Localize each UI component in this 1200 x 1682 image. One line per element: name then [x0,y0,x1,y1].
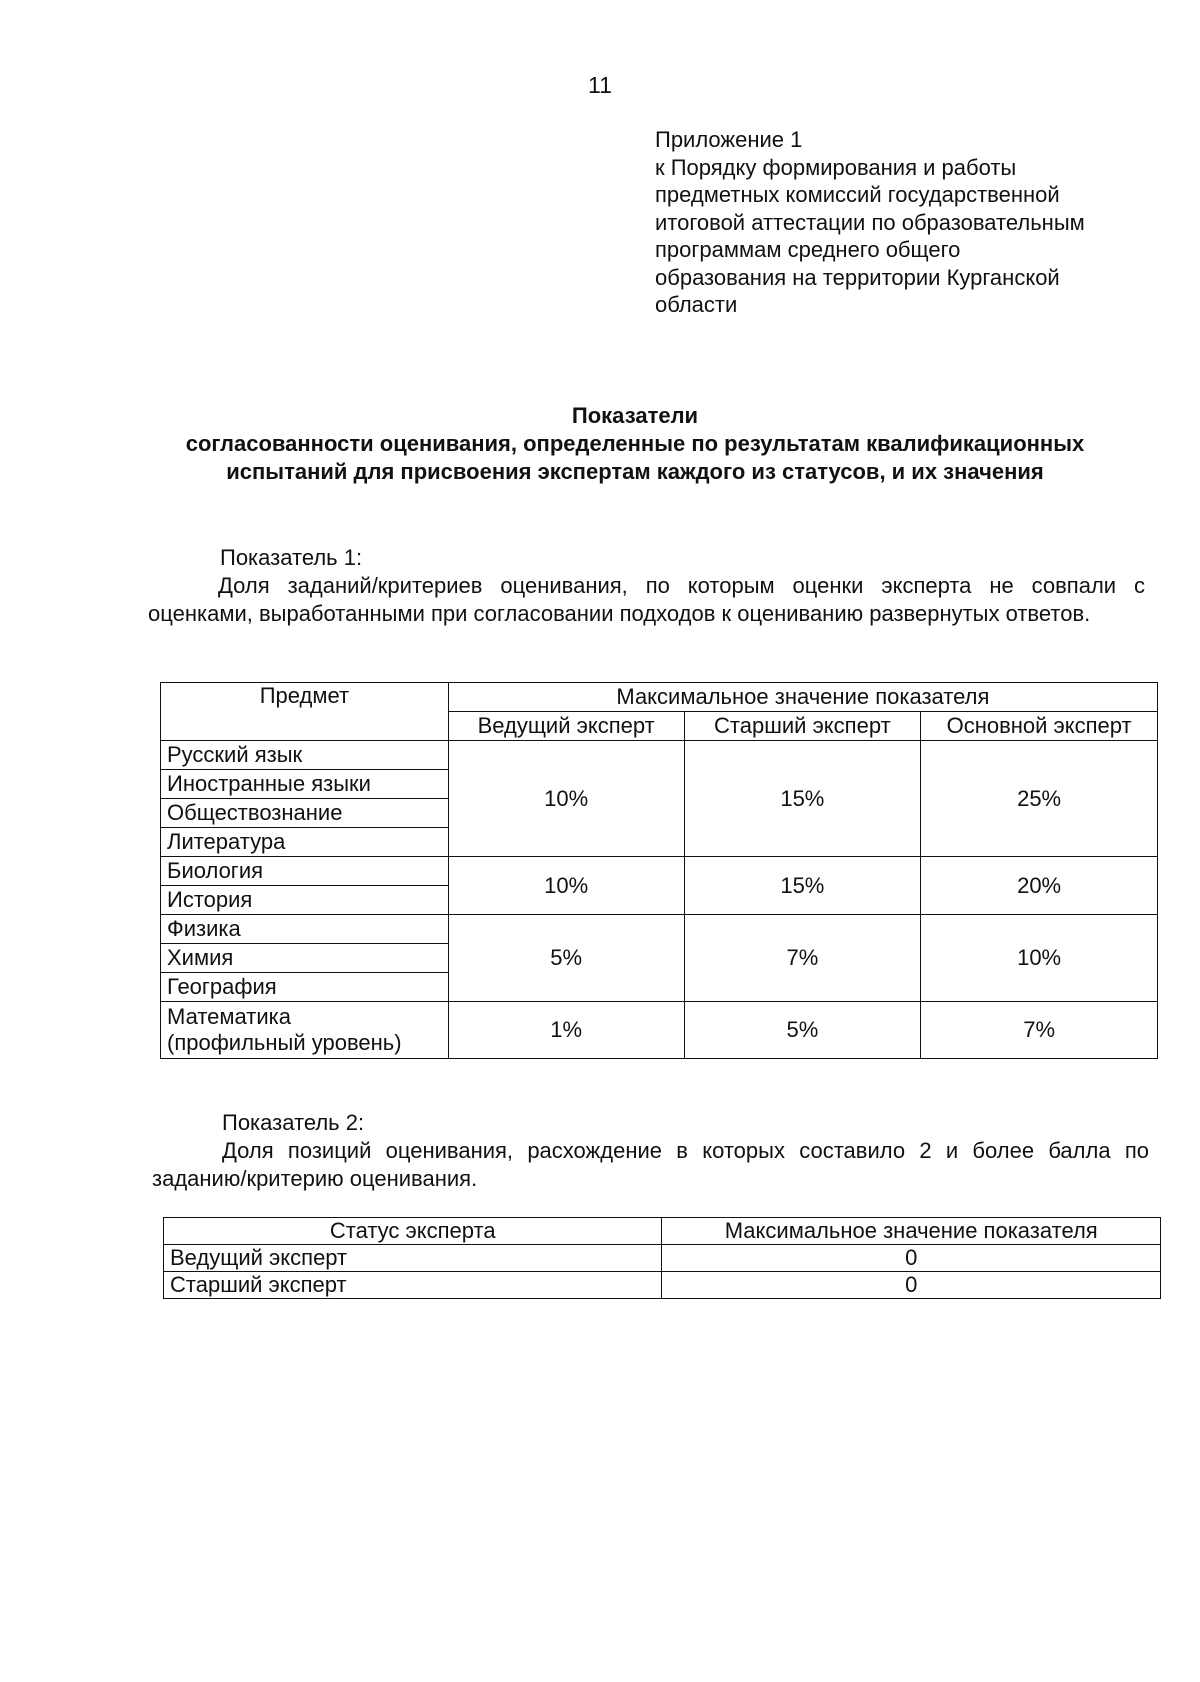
value-cell: 10% [448,857,684,915]
status-cell: Ведущий эксперт [164,1245,662,1272]
header-subject: Предмет [161,683,449,741]
subject-cell: Иностранные языки [161,770,449,799]
indicator2-text [152,1137,1149,1192]
table-header-row [164,1218,1161,1245]
indicator1-text [148,572,1145,627]
table-row [161,1002,1158,1059]
value-cell: 15% [684,741,921,857]
title-line: испытаний для присвоения экспертам каждого из статусов, и их значения [226,459,1044,484]
subject-cell: История [161,886,449,915]
value-cell: 5% [448,915,684,1002]
indicator2-text-content: Доля позиций оценивания, расхождение в которых составило 2 и более балла по заданию/критерию оценивания. [152,1138,1149,1191]
header-senior-expert: Старший эксперт [684,712,921,741]
value-cell: 20% [921,857,1158,915]
indicator2-table [163,1217,1161,1299]
subject-cell: Литература [161,828,449,857]
table-row [161,857,1158,886]
appendix-line: к Порядку формирования и работы [655,154,1017,180]
header-lead-expert: Ведущий эксперт [448,712,684,741]
header-max-value: Максимальное значение показателя [662,1218,1161,1245]
appendix-line: программам среднего общего [655,237,961,262]
subject-cell: Химия [161,944,449,973]
header-max-value: Максимальное значение показателя [448,683,1157,712]
value-cell: 5% [684,1002,921,1059]
subject-line: (профильный уровень) [167,1030,402,1055]
value-cell: 25% [921,741,1158,857]
table-row [161,741,1158,770]
header-status: Статус эксперта [164,1218,662,1245]
table-header-row [161,683,1158,712]
appendix-line: предметных комиссий государственной [655,182,1060,207]
subject-cell: Физика [161,915,449,944]
title-line: Показатели [571,403,699,428]
indicator1-label: Показатель 1: [220,545,363,570]
appendix-line: Приложение 1 [655,127,803,152]
value-cell: 10% [448,741,684,857]
subject-cell: Обществознание [161,799,449,828]
appendix-line: области [655,292,738,317]
appendix-line: итоговой аттестации по образовательным [655,209,1085,235]
value-cell: 7% [684,915,921,1002]
status-cell: Старший эксперт [164,1272,662,1299]
value-cell: 15% [684,857,921,915]
page-number: 11 [588,72,612,98]
table-row [164,1245,1161,1272]
subject-cell: Биология [161,857,449,886]
subject-cell [161,1002,449,1059]
table-row [161,915,1158,944]
value-cell: 0 [662,1245,1161,1272]
appendix-note [655,126,1175,319]
appendix-line: образования на территории Курганской [655,264,1060,290]
title-line: согласованности оценивания, определенные по результатам квалификационных [185,431,1085,456]
value-cell: 1% [448,1002,684,1059]
indicator2-label: Показатель 2: [222,1110,365,1135]
subject-cell: География [161,973,449,1002]
subject-cell: Русский язык [161,741,449,770]
value-cell: 10% [921,915,1158,1002]
header-main-expert: Основной эксперт [921,712,1158,741]
subject-line: Математика [167,1004,291,1029]
value-cell: 0 [662,1272,1161,1299]
indicator1-text-content: Доля заданий/критериев оценивания, по которым оценки эксперта не совпали с оценками, выработанными при согласовании подходов к оцениванию развернутых ответов. [148,573,1145,626]
indicator1-table [160,682,1158,1059]
document-title [80,402,1190,486]
table-row [164,1272,1161,1299]
value-cell: 7% [921,1002,1158,1059]
